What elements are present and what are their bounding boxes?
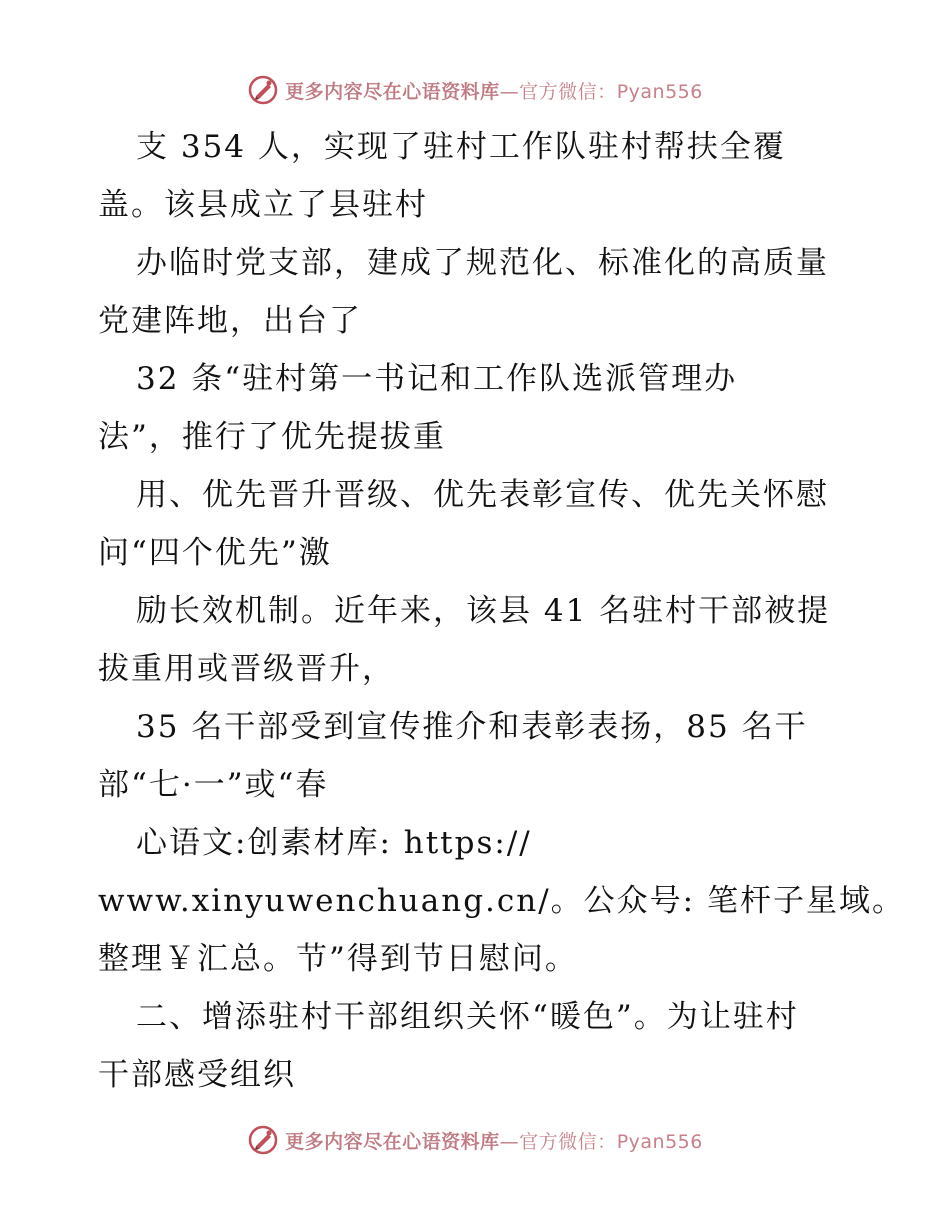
watermark-dash: — [499, 80, 520, 103]
text-line: 心语文:创素材库: https:// [136, 825, 532, 861]
text-line: 二、增添驻村干部组织关怀“暖色”。为让驻村 [136, 999, 799, 1035]
footer-watermark [0, 1120, 950, 1160]
watermark-wechat-label: 官方微信： [519, 1130, 617, 1153]
text-line: 干部感受组织 [98, 1057, 296, 1093]
text-line: 问“四个优先”激 [98, 535, 332, 571]
watermark-main-text: 更多内容尽在心语资料库 [285, 80, 500, 103]
text-line: 32 条“驻村第一书记和工作队选派管理办 [136, 361, 738, 397]
text-line: 整理￥汇总。节”得到节日慰问。 [98, 941, 578, 977]
text-line: www.xinyuwenchuang.cn/。公众号: 笔杆子星域。 [98, 883, 905, 919]
text-line: 支 354 人，实现了驻村工作队驻村帮扶全覆 [136, 129, 786, 165]
watermark-wechat-label: 官方微信： [519, 80, 617, 103]
watermark-main-text: 更多内容尽在心语资料库 [285, 1130, 500, 1153]
text-line: 部“七·一”或“春 [98, 767, 329, 803]
text-line: 法”，推行了优先提拔重 [98, 419, 446, 455]
document-body [98, 118, 905, 1104]
header-watermark [0, 70, 950, 110]
pen-logo-icon [247, 74, 279, 106]
text-line: 拔重用或晋级晋升， [98, 651, 395, 687]
text-line: 35 名干部受到宣传推介和表彰表扬，85 名干 [136, 709, 808, 745]
watermark-dash: — [499, 1130, 520, 1153]
text-line: 用、优先晋升晋级、优先表彰宣传、优先关怀慰 [136, 477, 829, 513]
text-line: 办临时党支部，建成了规范化、标准化的高质量 [136, 245, 829, 281]
pen-logo-icon [247, 1124, 279, 1156]
text-line: 盖。该县成立了县驻村 [98, 187, 428, 223]
text-line: 励长效机制。近年来，该县 41 名驻村干部被提 [136, 593, 831, 629]
text-line: 党建阵地，出台了 [98, 303, 362, 339]
watermark-handle: Pyan556 [616, 80, 703, 103]
watermark-handle: Pyan556 [616, 1130, 703, 1153]
